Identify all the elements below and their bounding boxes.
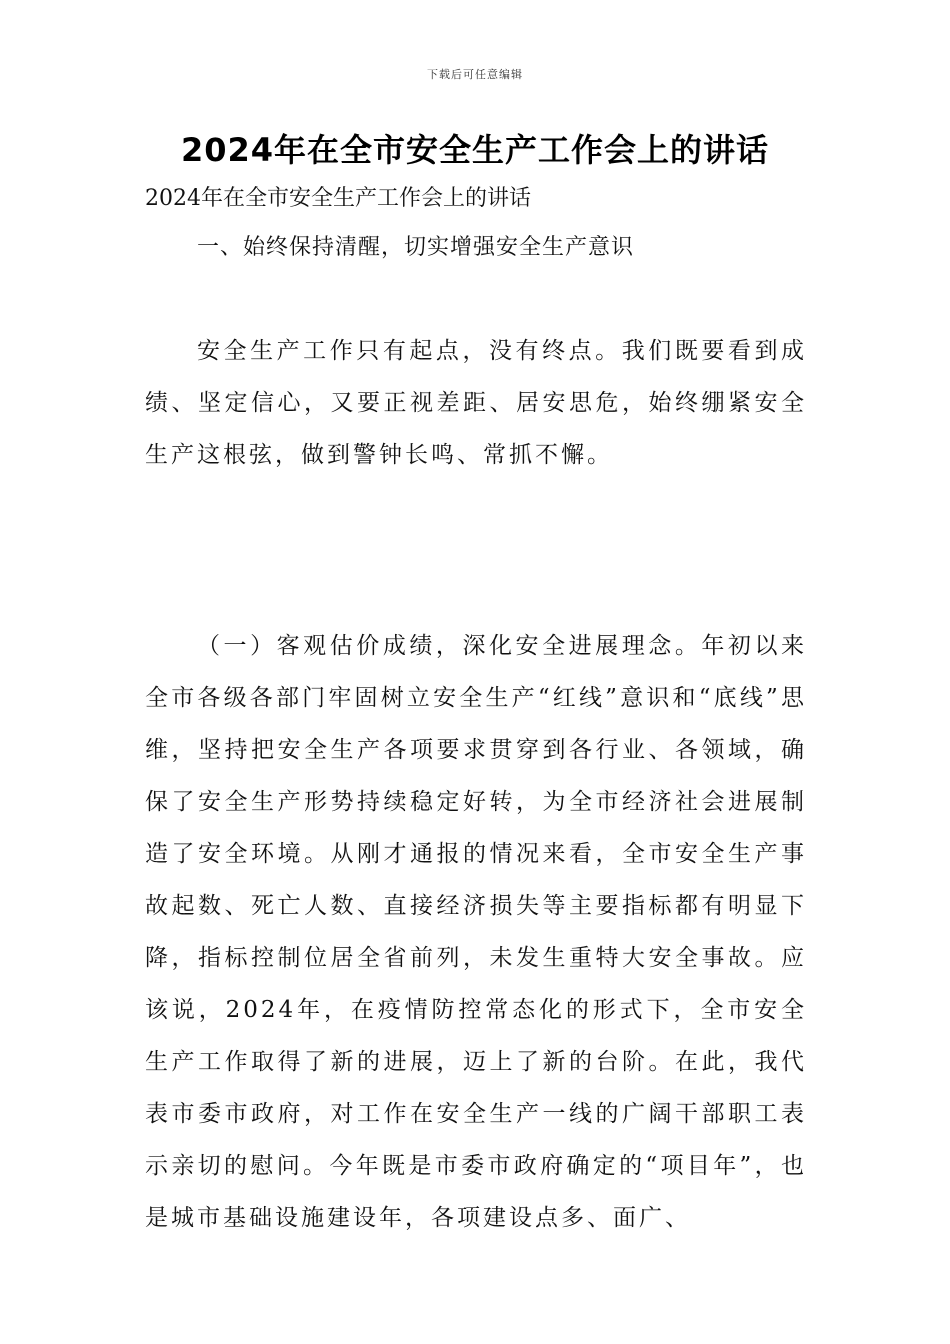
page-header-note: 下载后可任意编辑 [427,68,523,81]
document-title: 2024年在全市安全生产工作会上的讲话 [180,131,770,169]
paragraph: （一）客观估价成绩，深化安全进展理念。年初以来全市各级各部门牢固树立安全生产“红线”意识和“底线”思维，坚持把安全生产各项要求贯穿到各行业、各领域，确保了安全生产形势持续稳定好转，为全市经济社会进展制造了安全环境。从刚才通报的情况来看，全市安全生产事故起数、死亡人数、直接经济损失等主要指标都有明显下降，指标控制位居全省前列，未发生重特大安全事故。应该说，2024年，在疫情防控常态化的形式下，全市安全生产工作取得了新的进展，迈上了新的台阶。在此，我代表市委市政府，对工作在安全生产一线的广阔干部职工表示亲切的慰问。今年既是市委市政府确定的“项目年”，也是城市基础设施建设年，各项建设点多、面广、 [145,633,807,1231]
paragraph: 安全生产工作只有起点，没有终点。我们既要看到成绩、坚定信心，又要正视差距、居安思危，始终绷紧安全生产这根弦，做到警钟长鸣、常抓不懈。 [145,338,807,468]
section-heading: 一、始终保持清醒，切实增强安全生产意识 [197,235,635,260]
document-subtitle: 2024年在全市安全生产工作会上的讲话 [145,186,531,211]
